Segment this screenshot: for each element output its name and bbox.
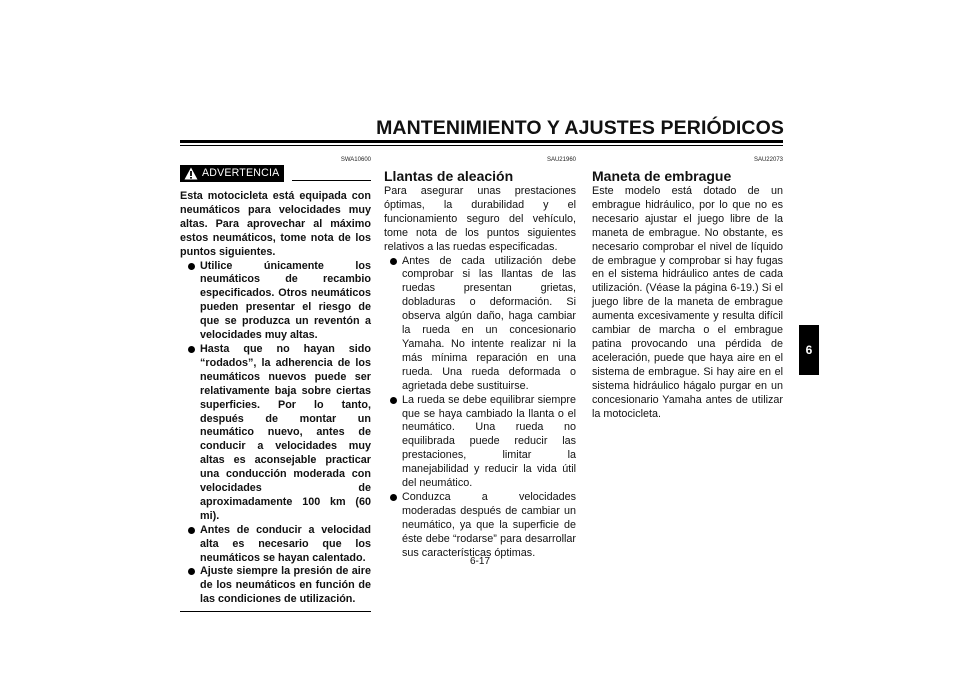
chapter-tab: 6 bbox=[799, 325, 819, 375]
rims-column bbox=[384, 156, 576, 560]
page-header-title: MANTENIMIENTO Y AJUSTES PERIÓDICOS bbox=[376, 117, 784, 139]
list-item: Utilice únicamente los neumáticos de recambio especificados. Otros neumáticos pueden presentar el riesgo de que se produzca un reventón a velocidades muy altas. bbox=[180, 260, 371, 343]
page-number: 6-17 bbox=[469, 556, 490, 567]
rims-bullet-list bbox=[384, 255, 576, 561]
list-item: Hasta que no hayan sido “rodados”, la adherencia de los neumáticos nuevos puede ser relativamente baja sobre ciertas superficies. Por lo tanto, después de montar un neumático nuevo, antes de conducir a velocidades muy altas es aconsejable practicar una conducción moderada con velocidades de aproximadamente 100 km (60 mi). bbox=[180, 343, 371, 524]
warning-header-line bbox=[292, 180, 371, 181]
list-item: Conduzca a velocidades moderadas después de cambiar un neumático, ya que la superficie de éste debe “rodarse” para desarrollar sus características óptimas. bbox=[384, 491, 576, 561]
warning-code: SWA10600 bbox=[340, 157, 371, 163]
rims-title: Llantas de aleación bbox=[384, 168, 514, 184]
warning-badge bbox=[180, 165, 284, 182]
warning-header bbox=[180, 165, 371, 182]
warning-label: ADVERTENCIA bbox=[202, 166, 280, 179]
warning-triangle-icon bbox=[184, 167, 198, 180]
clutch-code: SAU22073 bbox=[753, 157, 783, 163]
warning-end-rule bbox=[180, 611, 371, 612]
clutch-title: Maneta de embrague bbox=[592, 168, 732, 184]
list-item: La rueda se debe equilibrar siempre que se haya cambiado la llanta o el neumático. Una rueda no equilibrada puede reducir las prestaciones, limitar la manejabilidad y reducir la vida útil del neumático. bbox=[384, 394, 576, 491]
rims-intro: Para asegurar unas prestaciones óptimas, la durabilidad y el funcionamiento seguro del vehículo, tome nota de los puntos siguientes relativos a las ruedas especificadas. bbox=[384, 185, 576, 253]
header-rule-thin bbox=[180, 145, 783, 146]
rims-code: SAU21960 bbox=[546, 157, 576, 163]
list-item: Antes de conducir a velocidad alta es necesario que los neumáticos se hayan calentado. bbox=[180, 524, 371, 566]
warning-column bbox=[180, 156, 371, 612]
clutch-body: Este modelo está dotado de un embrague hidráulico, por lo que no es necesario ajustar el juego libre de la maneta de embrague. No obstante, es necesario comprobar el nivel de líquido de embrague y comprobar si hay fugas en el sistema hidráulico antes de cada utilización. (Véase la página 6-19.) Si el juego libre de la maneta de embrague aumenta excesivamente y resulta difícil cambiar de marcha o el embrague patina provocando una pérdida de aceleración, puede que haya aire en el sistema de embrague. Si hay aire en el sistema hidráulico hágalo purgar en un concesionario Yamaha antes de utilizar la motocicleta. bbox=[592, 185, 783, 420]
clutch-column bbox=[592, 156, 783, 421]
header-rule-thick bbox=[180, 140, 783, 143]
warning-intro: Esta motocicleta está equipada con neumáticos para velocidades muy altas. Para aprovechar al máximo estos neumáticos, tome nota de los puntos siguientes. bbox=[180, 190, 371, 258]
list-item: Antes de cada utilización debe comprobar si las llantas de las ruedas presentan grietas, dobladuras o deformación. Si observa algún daño, haga cambiar la rueda en un concesionario Yamaha. No intente realizar ni la más mínima reparación en una rueda. Una rueda deformada o agrietada debe sustituirse. bbox=[384, 255, 576, 394]
list-item: Ajuste siempre la presión de aire de los neumáticos en función de las condiciones de utilización. bbox=[180, 565, 371, 607]
